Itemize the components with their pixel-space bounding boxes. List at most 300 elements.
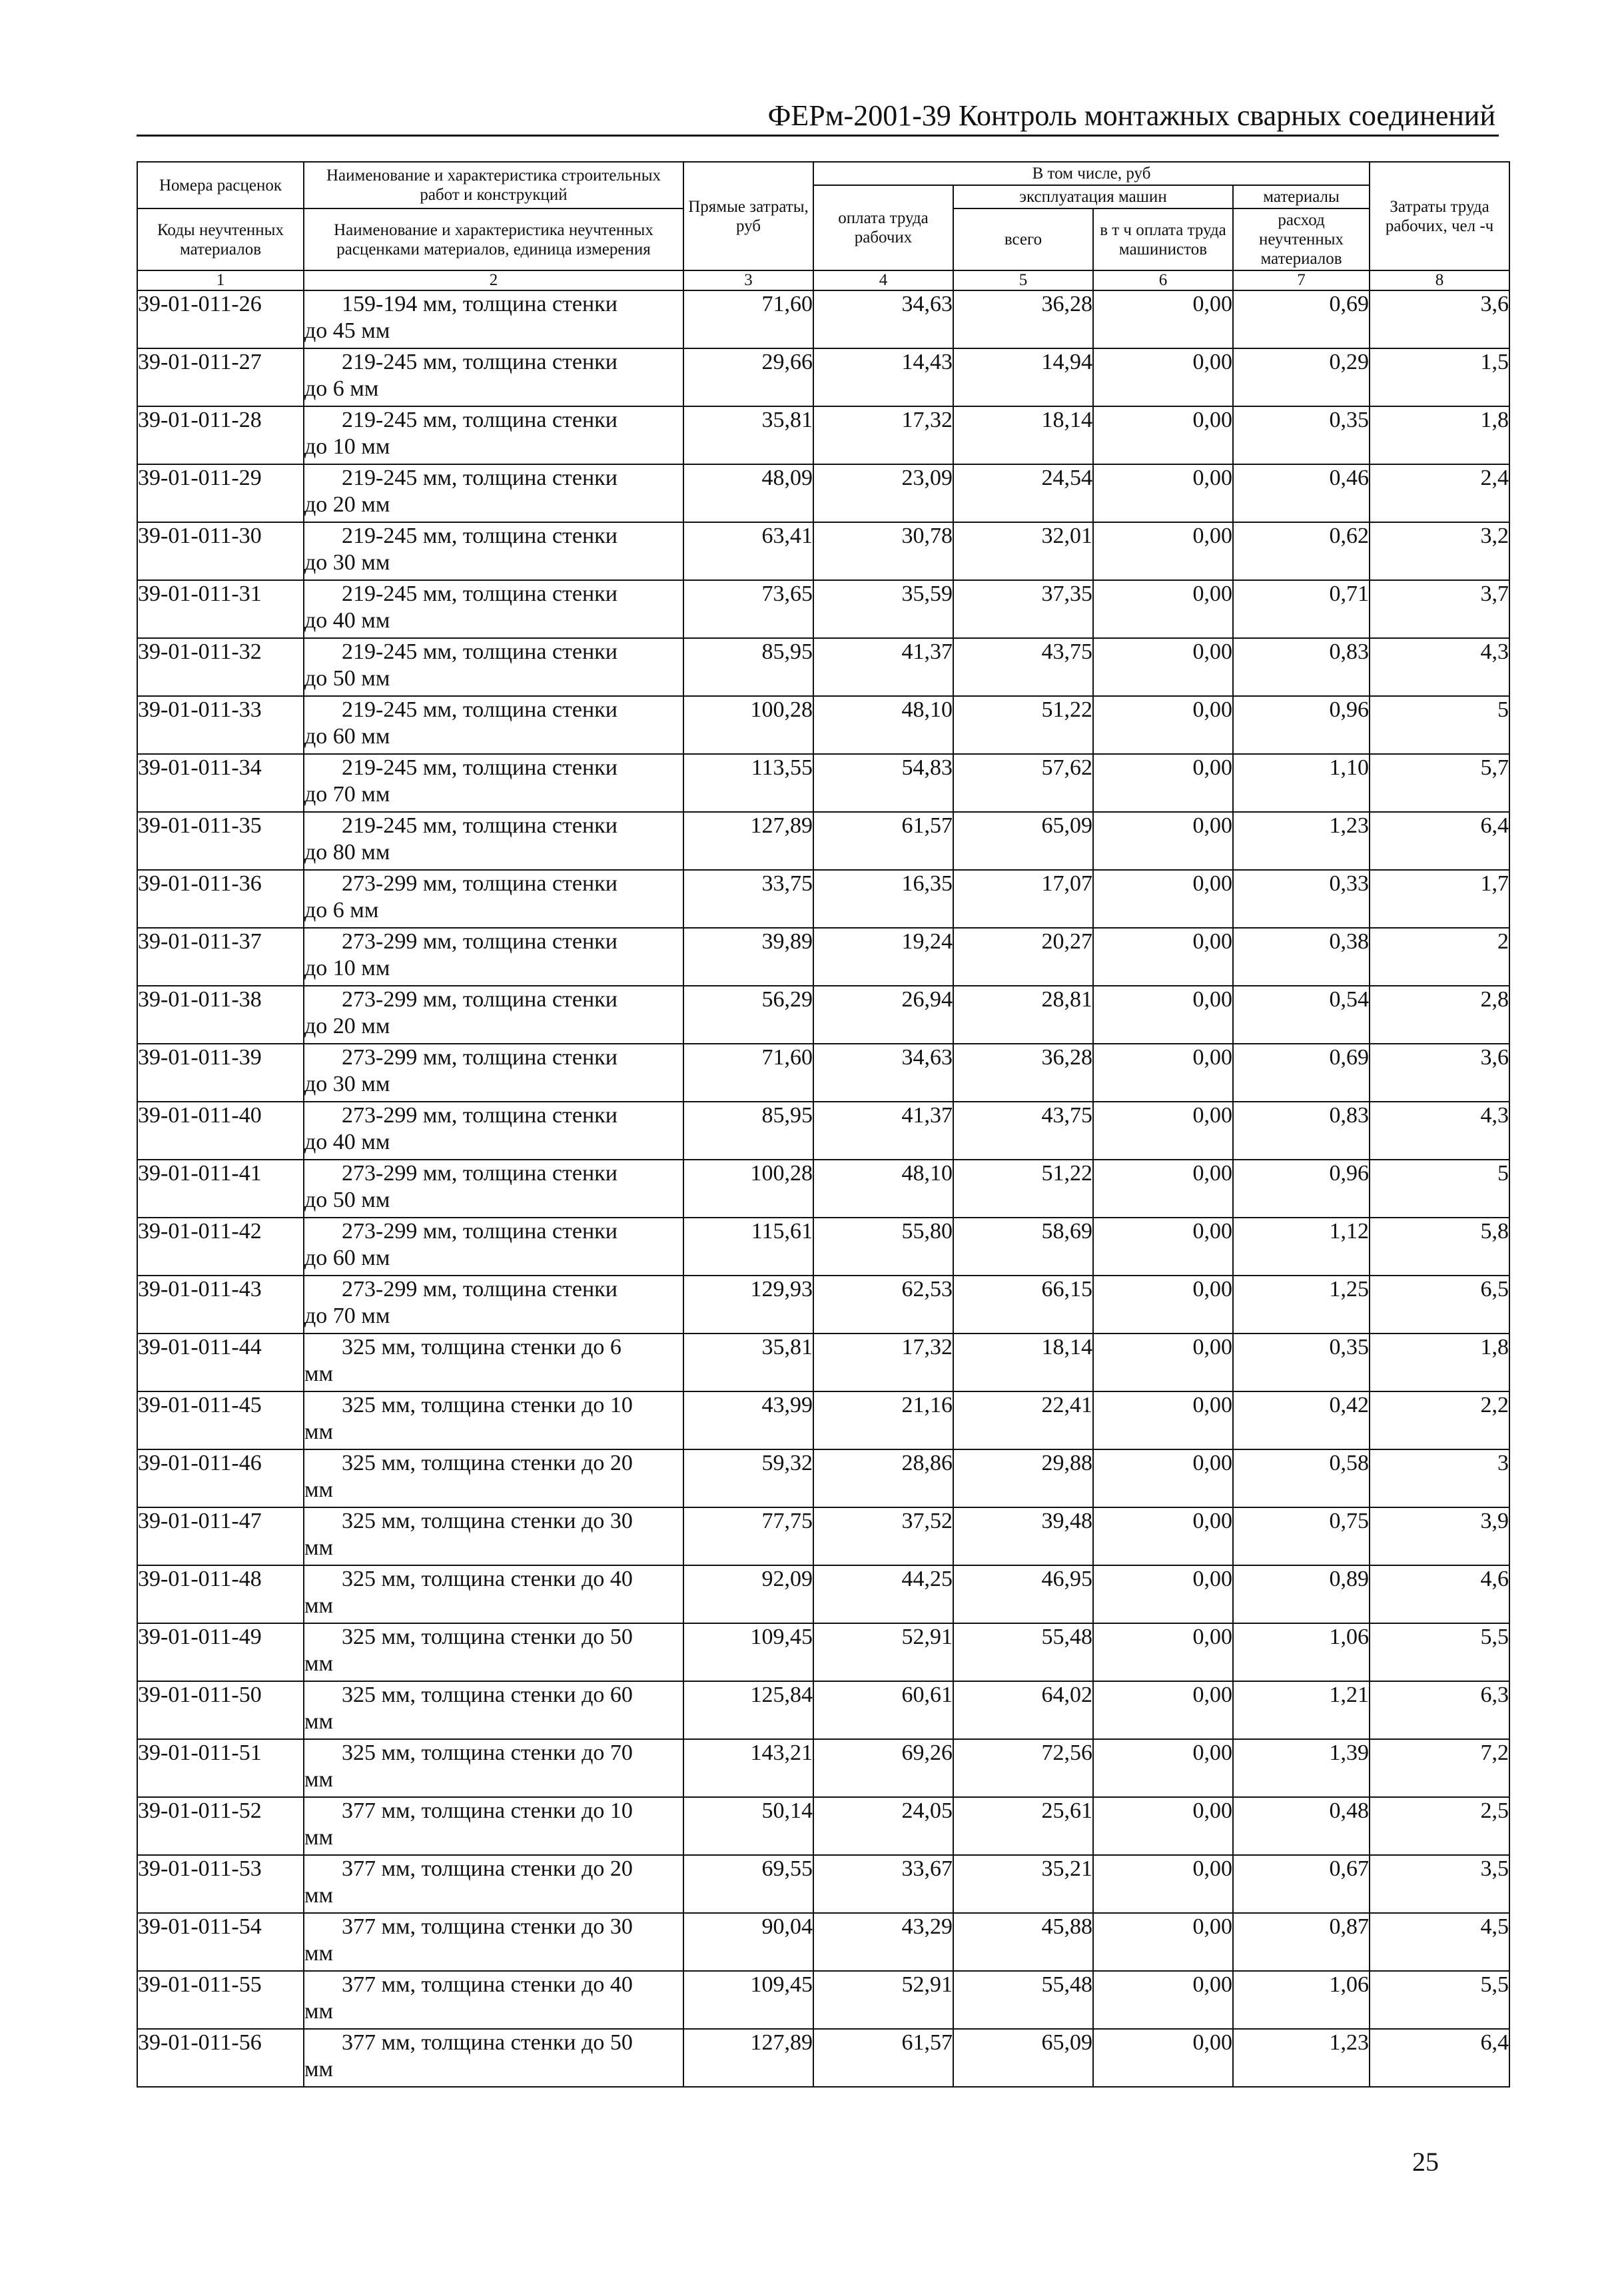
table-row	[137, 464, 1509, 522]
direct-costs-value: 73,65	[683, 580, 813, 638]
description-line-1: 219-245 мм, толщина стенки	[342, 466, 617, 490]
description-line-2: мм	[304, 1361, 334, 1386]
direct-costs-value: 56,29	[683, 986, 813, 1044]
materials-value: 0,89	[1233, 1565, 1370, 1623]
direct-costs-value: 109,45	[683, 1623, 813, 1681]
description-line-2: мм	[304, 1883, 334, 1908]
machinist-pay-value: 0,00	[1093, 1681, 1233, 1739]
description-line-1: 219-245 мм, толщина стенки	[342, 639, 617, 664]
table-row	[137, 1334, 1509, 1391]
page-number: 25	[1412, 2147, 1439, 2177]
rate-description	[304, 812, 683, 870]
rate-code: 39-01-011-39	[137, 1044, 304, 1102]
machine-total-value: 14,94	[953, 348, 1093, 406]
rate-description	[304, 754, 683, 812]
description-line-2: до 50 мм	[304, 1188, 390, 1212]
column-number: 6	[1093, 270, 1233, 290]
header-unaccounted-codes: Коды неучтенных материалов	[137, 208, 304, 270]
rate-description	[304, 1391, 683, 1449]
machinist-pay-value: 0,00	[1093, 754, 1233, 812]
machine-total-value: 35,21	[953, 1855, 1093, 1913]
rate-code: 39-01-011-42	[137, 1218, 304, 1276]
direct-costs-value: 35,81	[683, 406, 813, 464]
machine-total-value: 39,48	[953, 1507, 1093, 1565]
rate-description	[304, 464, 683, 522]
header-labor-costs: Затраты труда рабочих, чел -ч	[1370, 162, 1509, 270]
labor-pay-value: 17,32	[813, 406, 953, 464]
labor-hours-value: 5,5	[1370, 1623, 1509, 1681]
labor-hours-value: 6,4	[1370, 812, 1509, 870]
labor-pay-value: 60,61	[813, 1681, 953, 1739]
materials-value: 0,62	[1233, 522, 1370, 580]
direct-costs-value: 29,66	[683, 348, 813, 406]
machinist-pay-value: 0,00	[1093, 1102, 1233, 1160]
rate-description	[304, 1855, 683, 1913]
materials-value: 1,06	[1233, 1971, 1370, 2029]
header-machinist-pay: в т ч оплата труда машинистов	[1093, 208, 1233, 270]
table-row	[137, 1681, 1509, 1739]
labor-pay-value: 35,59	[813, 580, 953, 638]
machinist-pay-value: 0,00	[1093, 2029, 1233, 2087]
machine-total-value: 29,88	[953, 1449, 1093, 1507]
labor-hours-value: 2	[1370, 928, 1509, 986]
rate-code: 39-01-011-36	[137, 870, 304, 928]
rate-code: 39-01-011-28	[137, 406, 304, 464]
labor-hours-value: 5	[1370, 696, 1509, 754]
description-line-2: до 10 мм	[304, 434, 390, 459]
machinist-pay-value: 0,00	[1093, 1160, 1233, 1218]
table-body	[137, 290, 1509, 2087]
labor-hours-value: 4,5	[1370, 1913, 1509, 1971]
machinist-pay-value: 0,00	[1093, 522, 1233, 580]
description-line-2: мм	[304, 1709, 334, 1734]
description-line-2: до 60 мм	[304, 724, 390, 749]
direct-costs-value: 77,75	[683, 1507, 813, 1565]
direct-costs-value: 39,89	[683, 928, 813, 986]
rate-description	[304, 1565, 683, 1623]
table-row	[137, 696, 1509, 754]
rate-code: 39-01-011-38	[137, 986, 304, 1044]
column-number: 8	[1370, 270, 1509, 290]
machine-total-value: 28,81	[953, 986, 1093, 1044]
table-row	[137, 1391, 1509, 1449]
machinist-pay-value: 0,00	[1093, 1739, 1233, 1797]
rate-description	[304, 580, 683, 638]
labor-pay-value: 52,91	[813, 1623, 953, 1681]
machinist-pay-value: 0,00	[1093, 812, 1233, 870]
labor-pay-value: 37,52	[813, 1507, 953, 1565]
table-row	[137, 1218, 1509, 1276]
machine-total-value: 32,01	[953, 522, 1093, 580]
machinist-pay-value: 0,00	[1093, 290, 1233, 348]
materials-value: 0,35	[1233, 1334, 1370, 1391]
rate-description	[304, 1102, 683, 1160]
direct-costs-value: 129,93	[683, 1276, 813, 1334]
labor-pay-value: 43,29	[813, 1913, 953, 1971]
table-row	[137, 1102, 1509, 1160]
description-line-1: 219-245 мм, толщина стенки	[342, 697, 617, 722]
direct-costs-value: 127,89	[683, 812, 813, 870]
machinist-pay-value: 0,00	[1093, 1218, 1233, 1276]
machinist-pay-value: 0,00	[1093, 1334, 1233, 1391]
labor-hours-value: 1,8	[1370, 1334, 1509, 1391]
header-materials: материалы	[1233, 185, 1370, 208]
machinist-pay-value: 0,00	[1093, 928, 1233, 986]
direct-costs-value: 115,61	[683, 1218, 813, 1276]
machinist-pay-value: 0,00	[1093, 1623, 1233, 1681]
rate-code: 39-01-011-34	[137, 754, 304, 812]
labor-pay-value: 54,83	[813, 754, 953, 812]
labor-hours-value: 6,3	[1370, 1681, 1509, 1739]
rate-description	[304, 1797, 683, 1855]
labor-pay-value: 30,78	[813, 522, 953, 580]
rate-description	[304, 290, 683, 348]
table-row	[137, 1623, 1509, 1681]
description-line-1: 273-299 мм, толщина стенки	[342, 987, 617, 1012]
rate-code: 39-01-011-54	[137, 1913, 304, 1971]
description-line-2: мм	[304, 1825, 334, 1850]
materials-value: 0,35	[1233, 406, 1370, 464]
table-row	[137, 928, 1509, 986]
machine-total-value: 55,48	[953, 1971, 1093, 2029]
materials-value: 1,23	[1233, 812, 1370, 870]
description-line-1: 273-299 мм, толщина стенки	[342, 1103, 617, 1128]
column-number-row	[137, 270, 1509, 290]
materials-value: 0,83	[1233, 1102, 1370, 1160]
rate-description	[304, 870, 683, 928]
labor-pay-value: 16,35	[813, 870, 953, 928]
column-number: 7	[1233, 270, 1370, 290]
labor-hours-value: 4,3	[1370, 638, 1509, 696]
materials-value: 0,96	[1233, 1160, 1370, 1218]
labor-hours-value: 2,5	[1370, 1797, 1509, 1855]
header-unaccounted-consumption: расход неучтенных материалов	[1233, 208, 1370, 270]
labor-hours-value: 6,5	[1370, 1276, 1509, 1334]
description-line-1: 159-194 мм, толщина стенки	[342, 292, 617, 316]
labor-pay-value: 19,24	[813, 928, 953, 986]
description-line-1: 219-245 мм, толщина стенки	[342, 581, 617, 606]
rate-code: 39-01-011-53	[137, 1855, 304, 1913]
materials-value: 0,75	[1233, 1507, 1370, 1565]
labor-pay-value: 41,37	[813, 1102, 953, 1160]
labor-pay-value: 44,25	[813, 1565, 953, 1623]
rate-description	[304, 1160, 683, 1218]
rate-code: 39-01-011-26	[137, 290, 304, 348]
rate-description	[304, 1913, 683, 1971]
rate-description	[304, 696, 683, 754]
table-row	[137, 580, 1509, 638]
labor-hours-value: 3,6	[1370, 1044, 1509, 1102]
rate-code: 39-01-011-37	[137, 928, 304, 986]
rate-code: 39-01-011-55	[137, 1971, 304, 2029]
rate-description	[304, 1739, 683, 1797]
table-row	[137, 1913, 1509, 1971]
rate-code: 39-01-011-40	[137, 1102, 304, 1160]
column-number: 2	[304, 270, 683, 290]
table-row	[137, 1276, 1509, 1334]
labor-hours-value: 6,4	[1370, 2029, 1509, 2087]
description-line-1: 273-299 мм, толщина стенки	[342, 1161, 617, 1186]
labor-hours-value: 3,7	[1370, 580, 1509, 638]
labor-pay-value: 28,86	[813, 1449, 953, 1507]
materials-value: 0,38	[1233, 928, 1370, 986]
header-machine-operation: эксплуатация машин	[953, 185, 1233, 208]
materials-value: 1,23	[1233, 2029, 1370, 2087]
description-line-1: 325 мм, толщина стенки до 6	[342, 1335, 621, 1359]
direct-costs-value: 113,55	[683, 754, 813, 812]
machinist-pay-value: 0,00	[1093, 870, 1233, 928]
machine-total-value: 51,22	[953, 696, 1093, 754]
rates-table	[137, 161, 1510, 2088]
materials-value: 0,29	[1233, 348, 1370, 406]
labor-pay-value: 48,10	[813, 696, 953, 754]
labor-pay-value: 48,10	[813, 1160, 953, 1218]
materials-value: 0,42	[1233, 1391, 1370, 1449]
rate-description	[304, 1507, 683, 1565]
table-row	[137, 522, 1509, 580]
table-row	[137, 290, 1509, 348]
direct-costs-value: 92,09	[683, 1565, 813, 1623]
machine-total-value: 25,61	[953, 1797, 1093, 1855]
header-works-name: Наименование и характеристика строительных работ и конструкций	[304, 162, 683, 208]
direct-costs-value: 43,99	[683, 1391, 813, 1449]
materials-value: 1,39	[1233, 1739, 1370, 1797]
machine-total-value: 36,28	[953, 1044, 1093, 1102]
description-line-2: до 20 мм	[304, 1014, 390, 1038]
labor-hours-value: 3	[1370, 1449, 1509, 1507]
column-number: 1	[137, 270, 304, 290]
direct-costs-value: 71,60	[683, 1044, 813, 1102]
description-line-2: мм	[304, 1477, 334, 1502]
machinist-pay-value: 0,00	[1093, 1044, 1233, 1102]
machine-total-value: 64,02	[953, 1681, 1093, 1739]
labor-pay-value: 17,32	[813, 1334, 953, 1391]
header-rate-numbers: Номера расценок	[137, 162, 304, 208]
labor-pay-value: 61,57	[813, 812, 953, 870]
description-line-2: до 70 мм	[304, 782, 390, 807]
labor-pay-value: 34,63	[813, 290, 953, 348]
machinist-pay-value: 0,00	[1093, 580, 1233, 638]
rate-code: 39-01-011-45	[137, 1391, 304, 1449]
rate-code: 39-01-011-49	[137, 1623, 304, 1681]
rate-code: 39-01-011-44	[137, 1334, 304, 1391]
rate-code: 39-01-011-47	[137, 1507, 304, 1565]
labor-hours-value: 2,4	[1370, 464, 1509, 522]
rate-code: 39-01-011-27	[137, 348, 304, 406]
table-row	[137, 870, 1509, 928]
table-header	[137, 162, 1509, 290]
machine-total-value: 58,69	[953, 1218, 1093, 1276]
machinist-pay-value: 0,00	[1093, 1971, 1233, 2029]
description-line-2: мм	[304, 1651, 334, 1676]
rate-code: 39-01-011-30	[137, 522, 304, 580]
labor-hours-value: 3,5	[1370, 1855, 1509, 1913]
description-line-1: 325 мм, толщина стенки до 20	[342, 1451, 633, 1475]
table-row	[137, 754, 1509, 812]
labor-hours-value: 4,6	[1370, 1565, 1509, 1623]
machine-total-value: 43,75	[953, 1102, 1093, 1160]
machine-total-value: 65,09	[953, 2029, 1093, 2087]
rate-code: 39-01-011-41	[137, 1160, 304, 1218]
labor-hours-value: 1,5	[1370, 348, 1509, 406]
rate-description	[304, 522, 683, 580]
description-line-1: 325 мм, толщина стенки до 10	[342, 1393, 633, 1417]
description-line-2: мм	[304, 1999, 334, 2024]
rate-description	[304, 1971, 683, 2029]
description-line-2: до 10 мм	[304, 956, 390, 980]
labor-pay-value: 21,16	[813, 1391, 953, 1449]
direct-costs-value: 69,55	[683, 1855, 813, 1913]
direct-costs-value: 85,95	[683, 638, 813, 696]
column-number: 4	[813, 270, 953, 290]
machine-total-value: 66,15	[953, 1276, 1093, 1334]
description-line-1: 219-245 мм, толщина стенки	[342, 755, 617, 780]
labor-hours-value: 5,7	[1370, 754, 1509, 812]
machine-total-value: 43,75	[953, 638, 1093, 696]
table-row	[137, 1507, 1509, 1565]
running-header: ФЕРм-2001-39 Контроль монтажных сварных соединений	[767, 99, 1495, 132]
table-row	[137, 348, 1509, 406]
rate-code: 39-01-011-50	[137, 1681, 304, 1739]
machinist-pay-value: 0,00	[1093, 638, 1233, 696]
rate-description	[304, 1334, 683, 1391]
header-machine-total: всего	[953, 208, 1093, 270]
labor-pay-value: 34,63	[813, 1044, 953, 1102]
machinist-pay-value: 0,00	[1093, 1565, 1233, 1623]
direct-costs-value: 100,28	[683, 696, 813, 754]
machinist-pay-value: 0,00	[1093, 1855, 1233, 1913]
rate-description	[304, 348, 683, 406]
labor-pay-value: 33,67	[813, 1855, 953, 1913]
direct-costs-value: 71,60	[683, 290, 813, 348]
materials-value: 0,83	[1233, 638, 1370, 696]
machine-total-value: 36,28	[953, 290, 1093, 348]
description-line-1: 377 мм, толщина стенки до 30	[342, 1914, 633, 1939]
machinist-pay-value: 0,00	[1093, 1449, 1233, 1507]
labor-hours-value: 2,2	[1370, 1391, 1509, 1449]
rate-code: 39-01-011-33	[137, 696, 304, 754]
machinist-pay-value: 0,00	[1093, 1391, 1233, 1449]
labor-pay-value: 61,57	[813, 2029, 953, 2087]
rate-description	[304, 1449, 683, 1507]
table-row	[137, 638, 1509, 696]
description-line-1: 273-299 мм, толщина стенки	[342, 1045, 617, 1070]
description-line-1: 273-299 мм, толщина стенки	[342, 1277, 617, 1302]
labor-pay-value: 69,26	[813, 1739, 953, 1797]
rate-description	[304, 1044, 683, 1102]
rate-code: 39-01-011-46	[137, 1449, 304, 1507]
materials-value: 0,48	[1233, 1797, 1370, 1855]
description-line-1: 325 мм, толщина стенки до 70	[342, 1740, 633, 1765]
description-line-1: 325 мм, толщина стенки до 60	[342, 1683, 633, 1707]
description-line-2: до 6 мм	[304, 376, 379, 401]
machine-total-value: 18,14	[953, 1334, 1093, 1391]
description-line-2: до 40 мм	[304, 1130, 390, 1154]
rate-description	[304, 1276, 683, 1334]
description-line-1: 325 мм, толщина стенки до 30	[342, 1509, 633, 1533]
header-unaccounted-name: Наименование и характеристика неучтенных расценками материалов, единица измерения	[304, 208, 683, 270]
description-line-2: до 45 мм	[304, 318, 390, 343]
direct-costs-value: 90,04	[683, 1913, 813, 1971]
description-line-2: до 20 мм	[304, 492, 390, 517]
rate-description	[304, 2029, 683, 2087]
machinist-pay-value: 0,00	[1093, 696, 1233, 754]
materials-value: 0,69	[1233, 1044, 1370, 1102]
machine-total-value: 17,07	[953, 870, 1093, 928]
materials-value: 0,33	[1233, 870, 1370, 928]
labor-pay-value: 62,53	[813, 1276, 953, 1334]
description-line-2: мм	[304, 1535, 334, 1560]
description-line-2: до 80 мм	[304, 840, 390, 865]
direct-costs-value: 100,28	[683, 1160, 813, 1218]
machinist-pay-value: 0,00	[1093, 1276, 1233, 1334]
labor-hours-value: 3,2	[1370, 522, 1509, 580]
table-row	[137, 1565, 1509, 1623]
labor-pay-value: 26,94	[813, 986, 953, 1044]
rate-description	[304, 986, 683, 1044]
rate-description	[304, 928, 683, 986]
direct-costs-value: 48,09	[683, 464, 813, 522]
labor-pay-value: 55,80	[813, 1218, 953, 1276]
direct-costs-value: 50,14	[683, 1797, 813, 1855]
rate-description	[304, 1218, 683, 1276]
rate-code: 39-01-011-48	[137, 1565, 304, 1623]
direct-costs-value: 109,45	[683, 1971, 813, 2029]
materials-value: 0,46	[1233, 464, 1370, 522]
rate-description	[304, 638, 683, 696]
table-row	[137, 1739, 1509, 1797]
table-row	[137, 2029, 1509, 2087]
materials-value: 0,58	[1233, 1449, 1370, 1507]
table-row	[137, 1160, 1509, 1218]
description-line-2: мм	[304, 1941, 334, 1966]
table-row	[137, 1855, 1509, 1913]
description-line-2: до 30 мм	[304, 550, 390, 575]
direct-costs-value: 85,95	[683, 1102, 813, 1160]
machine-total-value: 65,09	[953, 812, 1093, 870]
machine-total-value: 72,56	[953, 1739, 1093, 1797]
labor-pay-value: 41,37	[813, 638, 953, 696]
machinist-pay-value: 0,00	[1093, 1913, 1233, 1971]
description-line-2: до 30 мм	[304, 1072, 390, 1096]
machine-total-value: 46,95	[953, 1565, 1093, 1623]
table-row	[137, 406, 1509, 464]
machine-total-value: 55,48	[953, 1623, 1093, 1681]
rate-description	[304, 1681, 683, 1739]
labor-hours-value: 5	[1370, 1160, 1509, 1218]
column-number: 5	[953, 270, 1093, 290]
rate-code: 39-01-011-31	[137, 580, 304, 638]
rate-code: 39-01-011-43	[137, 1276, 304, 1334]
machinist-pay-value: 0,00	[1093, 348, 1233, 406]
direct-costs-value: 63,41	[683, 522, 813, 580]
direct-costs-value: 35,81	[683, 1334, 813, 1391]
description-line-2: до 50 мм	[304, 666, 390, 691]
rate-code: 39-01-011-52	[137, 1797, 304, 1855]
labor-hours-value: 5,5	[1370, 1971, 1509, 2029]
description-line-2: мм	[304, 1419, 334, 1444]
description-line-1: 273-299 мм, толщина стенки	[342, 929, 617, 954]
description-line-2: мм	[304, 1767, 334, 1792]
description-line-1: 219-245 мм, толщина стенки	[342, 524, 617, 548]
machine-total-value: 51,22	[953, 1160, 1093, 1218]
machine-total-value: 20,27	[953, 928, 1093, 986]
machine-total-value: 18,14	[953, 406, 1093, 464]
labor-pay-value: 23,09	[813, 464, 953, 522]
description-line-2: мм	[304, 2057, 334, 2082]
description-line-1: 219-245 мм, толщина стенки	[342, 408, 617, 432]
materials-value: 1,06	[1233, 1623, 1370, 1681]
